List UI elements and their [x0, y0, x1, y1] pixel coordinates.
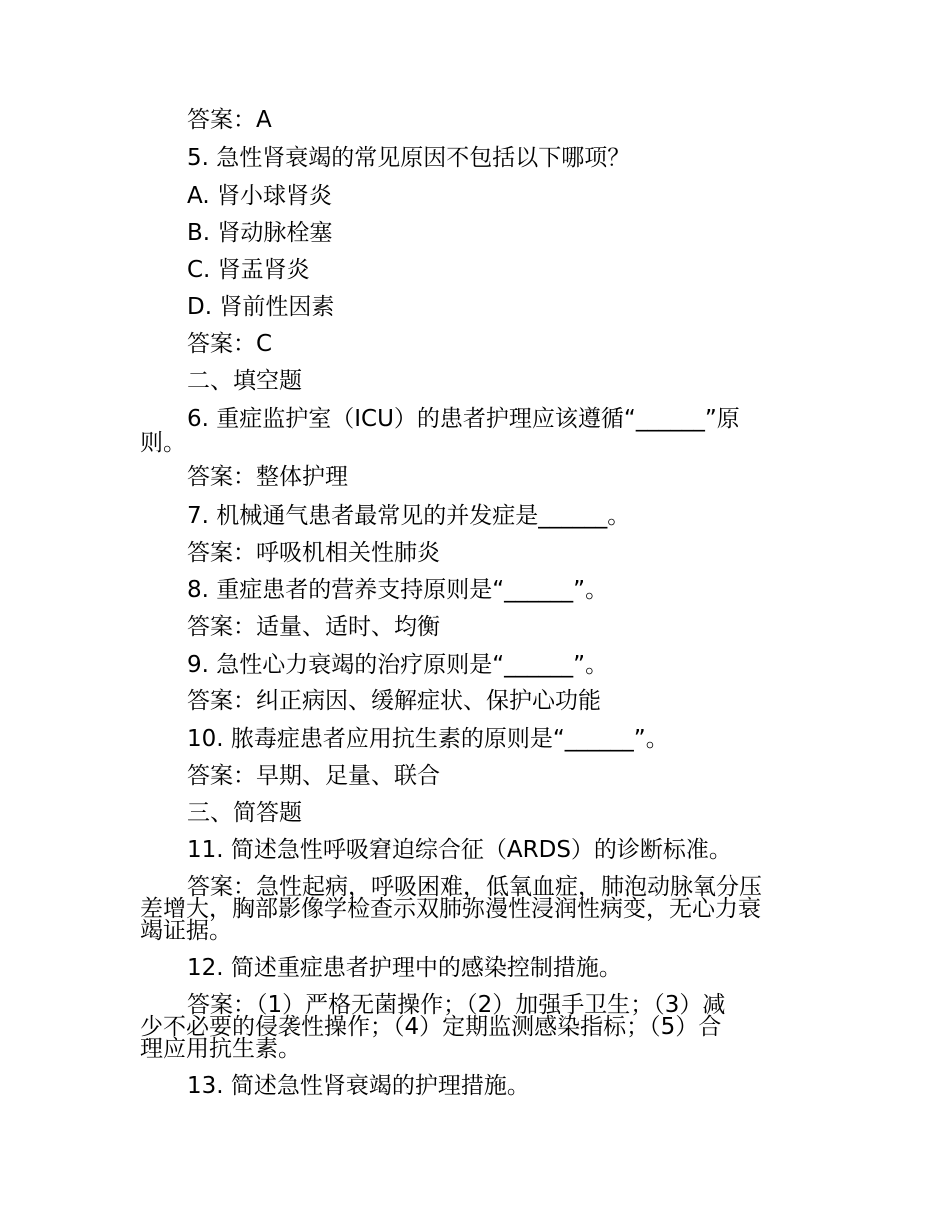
q12-answer-line-3: 理应用抗生素。	[140, 1036, 301, 1062]
q11-question: 11. 简述急性呼吸窘迫综合征（ARDS）的诊断标准。	[187, 837, 732, 863]
q4-answer: 答案：A	[187, 107, 272, 133]
q5-answer: 答案：C	[187, 331, 273, 357]
section-title-short-answer: 三、简答题	[187, 800, 302, 826]
q12-question: 12. 简述重症患者护理中的感染控制措施。	[187, 955, 622, 981]
q12-answer-line-1: 答案：（1）严格无菌操作；（2）加强手卫生；（3）减	[187, 992, 726, 1018]
q8-answer: 答案：适量、适时、均衡	[187, 614, 440, 640]
q7-answer: 答案：呼吸机相关性肺炎	[187, 540, 440, 566]
q10-question: 10. 脓毒症患者应用抗生素的原则是“______”。	[187, 726, 669, 752]
q5-option-a: A. 肾小球肾炎	[187, 183, 332, 209]
q6-question: 6. 重症监护室（ICU）的患者护理应该遵循“______”原	[187, 406, 740, 432]
q9-answer: 答案：纠正病因、缓解症状、保护心功能	[187, 688, 601, 714]
q8-question: 8. 重症患者的营养支持原则是“______”。	[187, 577, 609, 603]
q5-question: 5. 急性肾衰竭的常见原因不包括以下哪项？	[187, 145, 631, 171]
q6-answer: 答案：整体护理	[187, 464, 348, 490]
q5-option-c: C. 肾盂肾炎	[187, 257, 310, 283]
q10-answer: 答案：早期、足量、联合	[187, 763, 440, 789]
q9-question: 9. 急性心力衰竭的治疗原则是“______”。	[187, 652, 609, 678]
q12-answer-line-2: 少不必要的侵袭性操作；（4）定期监测感染指标；（5）合	[140, 1014, 722, 1040]
q6-question-continued: 则。	[140, 430, 186, 456]
q5-option-b: B. 肾动脉栓塞	[187, 220, 333, 246]
q13-question: 13. 简述急性肾衰竭的护理措施。	[187, 1073, 530, 1099]
q5-option-d: D. 肾前性因素	[187, 294, 335, 320]
q7-question: 7. 机械通气患者最常见的并发症是______。	[187, 503, 631, 529]
q11-answer-line-1: 答案：急性起病，呼吸困难，低氧血症，肺泡动脉氧分压	[187, 874, 762, 900]
q11-answer-line-3: 竭证据。	[140, 918, 232, 944]
q11-answer-line-2: 差增大，胸部影像学检查示双肺弥漫性浸润性病变，无心力衰	[140, 896, 761, 922]
section-title-fill-in: 二、填空题	[187, 368, 302, 394]
